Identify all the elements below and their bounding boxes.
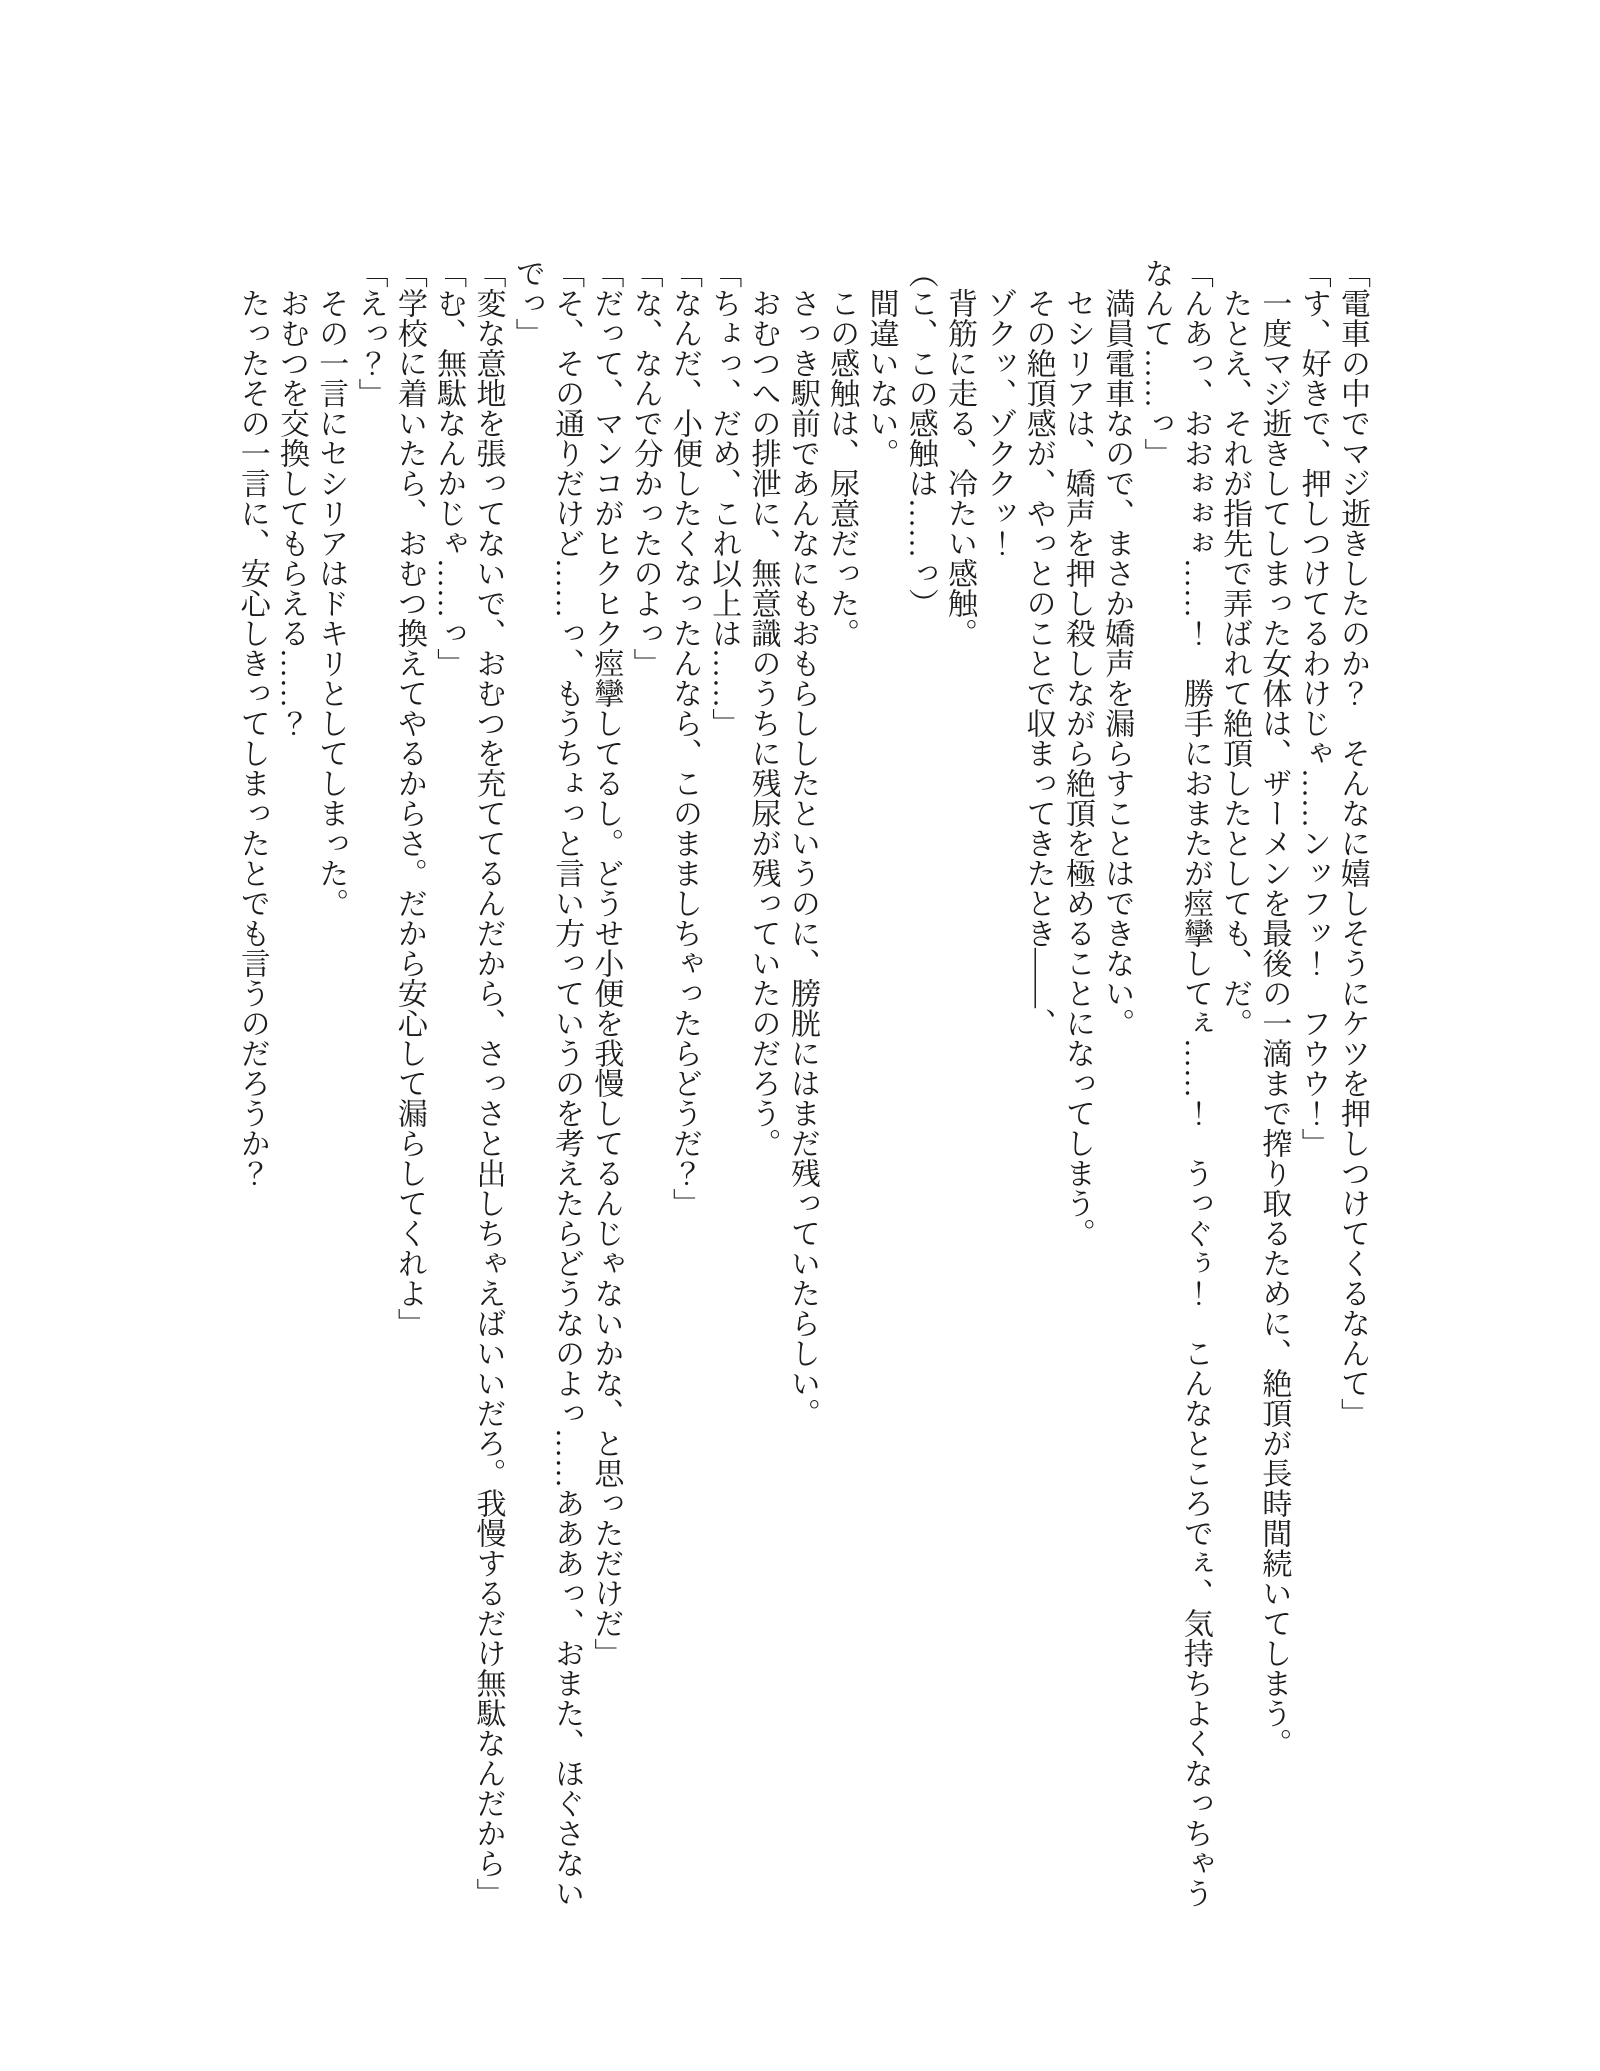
- text-line: おむつへの排泄に、無意識のうちに残尿が残っていたのだろう。: [746, 288, 780, 1158]
- text-line: 「変な意地を張ってないで、おむつを充ててるんだから、さっさと出しちゃえばいいだろ。我慢するだけ無駄なんだから」: [471, 258, 505, 1908]
- text-line: 「そ、その通りだけど……っ、もうちょっと言い方っていうのを考えたらどうなのよっ……あああっ、おまた、ほぐさない: [550, 258, 584, 1908]
- text-line: 「ちょっ、だめ、これ以上は……」: [707, 258, 741, 738]
- text-line: 「な、なんで分かったのよっ」: [628, 258, 662, 678]
- text-line: その絶頂感が、やっとのことで収まってきたとき――、: [1021, 288, 1055, 1038]
- text-line: 「なんだ、小便したくなったんなら、このまましちゃったらどうだ？」: [667, 258, 701, 1218]
- text-line: 「だって、マンコがヒクヒク痙攣してるし。どうせ小便を我慢してるんじゃないかな、と思っただけだ」: [589, 258, 623, 1668]
- text-line: 一度マジ逝きしてしまった女体は、ザーメンを最後の一滴まで搾り取るために、絶頂が長時間続いてしまう。: [1257, 288, 1291, 1758]
- text-line: でっ」: [510, 258, 544, 348]
- text-line: 「んあっ、おおぉぉぉ……！ 勝手におまたが痙攣してぇ……！ うっぐぅ！ こんなところでぇ、気持ちよくなっちゃう: [1178, 258, 1212, 1908]
- text-line: ゾクッ、ゾククッ！: [982, 288, 1016, 558]
- text-line: 「えっ？」: [353, 258, 387, 408]
- text-line: その一言にセシリアはドキリとしてしまった。: [314, 288, 348, 918]
- text-line: 間違いない。: [864, 288, 898, 468]
- text-block: [232, 258, 1372, 1908]
- text-line: （こ、この感触は……っ）: [903, 258, 937, 618]
- text-line: 背筋に走る、冷たい感触。: [943, 288, 977, 648]
- text-line: 「す、好きで、押しつけてるわけじゃ……ンッフッ！ フウウ！」: [1296, 258, 1330, 1158]
- text-line: さっき駅前であんなにもおもらししたというのに、膀胱にはまだ残っていたらしい。: [785, 288, 819, 1428]
- text-line: 「学校に着いたら、おむつ換えてやるからさ。だから安心して漏らしてくれよ」: [392, 258, 426, 1338]
- text-line: この感触は、尿意だった。: [825, 288, 859, 648]
- text-line: おむつを交換してもらえる……？: [274, 288, 308, 738]
- text-line: たとえ、それが指先で弄ばれて絶頂したとしても、だ。: [1218, 288, 1252, 1038]
- text-line: セシリアは、嬌声を押し殺しながら絶頂を極めることになってしまう。: [1060, 288, 1094, 1248]
- text-line: なんて……っ」: [1139, 258, 1173, 468]
- text-line: 「電車の中でマジ逝きしたのか？ そんなに嬉しそうにケツを押しつけてくるなんて」: [1336, 258, 1369, 1428]
- text-line: 満員電車なので、まさか嬌声を漏らすことはできない。: [1100, 288, 1134, 1038]
- text-line: 「む、無駄なんかじゃ……っ」: [432, 258, 466, 678]
- text-line: たったその一言に、安心しきってしまったとでも言うのだろうか？: [235, 288, 269, 1188]
